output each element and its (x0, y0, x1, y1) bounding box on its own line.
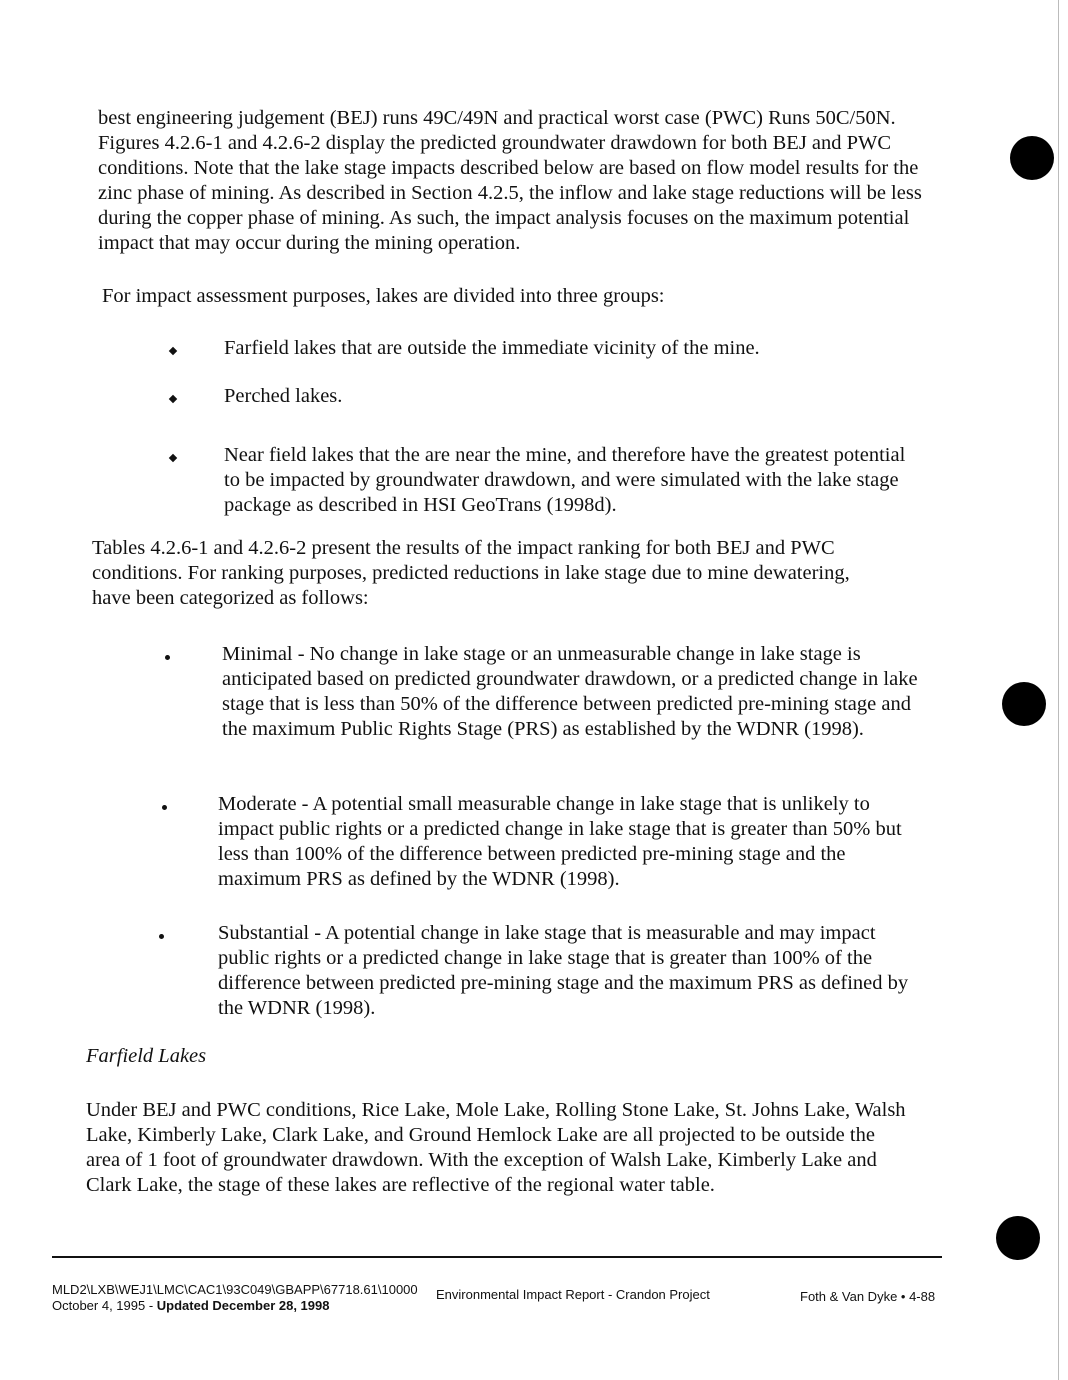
intro-paragraph: best engineering judgement (BEJ) runs 49C/49N and practical worst case (PWC) Runs 50C/50N. Figures 4.2.6-1 and 4.2.6-2 display the predicted groundwater drawdown for both BEJ and PWC conditions. Note that the lake stage impacts described below are based on flow model results for the zinc phase of mining. As described in Section 4.2.5, the inflow and lake stage reductions will be less during the copper phase of mining. As such, the impact analysis focuses on the maximum potential impact that may occur during the mining operation. (98, 107, 922, 254)
footer-divider (52, 1256, 942, 1258)
punch-hole-icon (1010, 136, 1054, 180)
footer-path: MLD2\LXB\WEJ1\LMC\CAC1\93C049\GBAPP\67718.61\10000 (52, 1282, 418, 1297)
lake-group-text: Perched lakes. (224, 385, 343, 407)
diamond-bullet-icon (168, 384, 188, 409)
category-text: Moderate - A potential small measurable change in lake stage that is unlikely to impact public rights or a predicted change in lake stage that is greater than 50% but less than 100% of the difference between predicted pre-mining stage and the maximum PRS as defined by the WDNR (1998). (218, 793, 902, 890)
footer-dates (52, 1298, 418, 1314)
dot-bullet-icon (160, 792, 180, 817)
tables-intro-paragraph: Tables 4.2.6-1 and 4.2.6-2 present the results of the impact ranking for both BEJ and PWC conditions. For ranking purposes, predicted reductions in lake stage due to mine dewatering, have been categorized as follows: (92, 537, 850, 609)
footer-file-info (52, 1282, 418, 1314)
farfield-lakes-heading: Farfield Lakes (86, 1045, 207, 1067)
category-text: Minimal - No change in lake stage or an unmeasurable change in lake stage is anticipated based on predicted groundwater drawdown, or a predicted change in lake stage that is less than 50% of the difference between predicted pre-mining stage and the maximum Public Rights Stage (PRS) as established by the WDNR (1998). (222, 643, 918, 740)
punch-hole-icon (1002, 682, 1046, 726)
footer-page-number: Foth & Van Dyke • 4-88 (800, 1289, 936, 1304)
farfield-paragraph: Under BEJ and PWC conditions, Rice Lake, Mole Lake, Rolling Stone Lake, St. Johns Lake, Walsh Lake, Kimberly Lake, Clark Lake, and Ground Hemlock Lake are all projected to be outside the area of 1 foot of groundwater drawdown. With the exception of Walsh Lake, Kimberly Lake and Clark Lake, the stage of these lakes are reflective of the regional water table. (86, 1099, 906, 1196)
category-text: Substantial - A potential change in lake stage that is measurable and may impact public rights or a predicted change in lake stage that is greater than 100% of the difference between predicted pre-mining stage and the maximum PRS as defined by the WDNR (1998). (218, 922, 909, 1019)
lake-group-text: Near field lakes that the are near the mine, and therefore have the greatest potential to be impacted by groundwater drawdown, and were simulated with the lake stage package as described in HSI GeoTrans (1998d). (224, 444, 906, 516)
page-edge-line (1058, 0, 1059, 1380)
dot-bullet-icon (163, 642, 183, 667)
footer-date: October 4, 1995 - (52, 1298, 157, 1313)
lake-group-text: Farfield lakes that are outside the immediate vicinity of the mine. (224, 337, 760, 359)
footer-project: Environmental Impact Report - Crandon Project (436, 1287, 710, 1302)
dot-bullet-icon (157, 921, 177, 946)
diamond-bullet-icon (168, 336, 188, 361)
punch-hole-icon (996, 1216, 1040, 1260)
groups-intro-paragraph: For impact assessment purposes, lakes are divided into three groups: (102, 285, 665, 307)
footer-updated: Updated December 28, 1998 (156, 1298, 330, 1313)
diamond-bullet-icon (168, 443, 188, 468)
